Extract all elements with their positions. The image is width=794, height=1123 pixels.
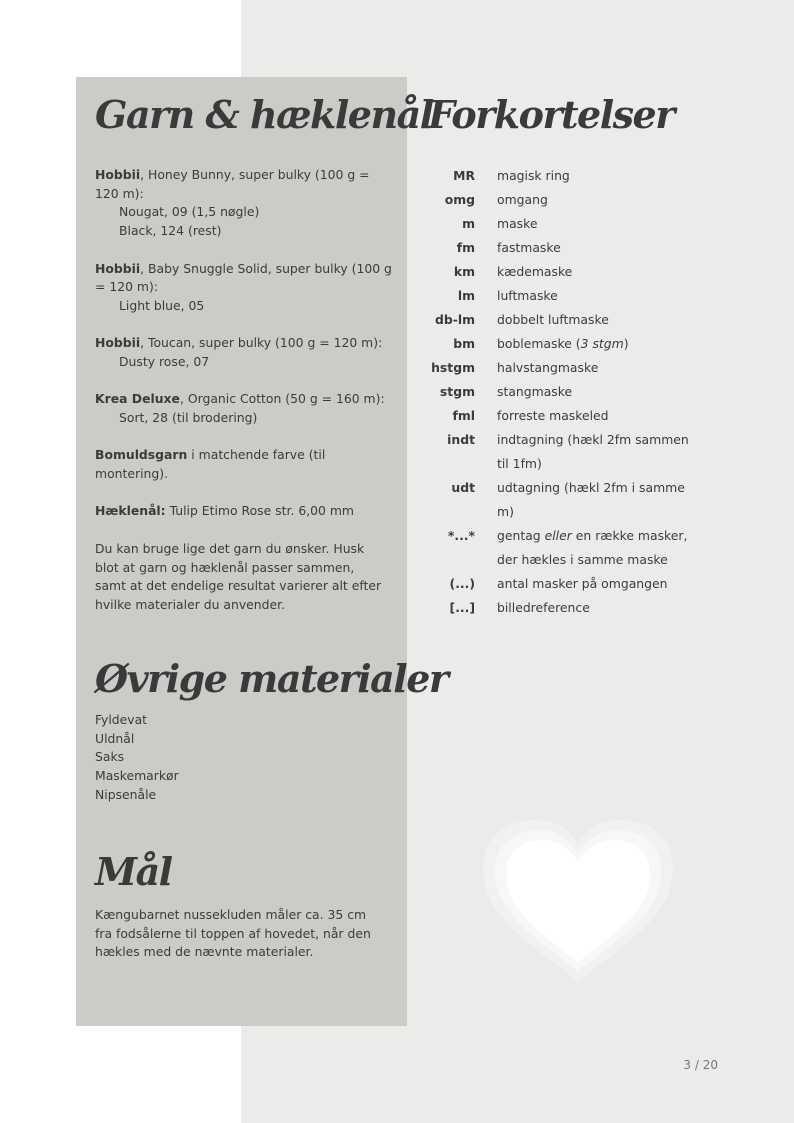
abbreviation-row	[420, 236, 697, 260]
yarn-color: Light blue, 05	[119, 297, 205, 313]
size-info	[95, 906, 380, 962]
abbr-value: magisk ring	[497, 168, 570, 183]
yarn-brand: Krea Deluxe	[95, 391, 180, 407]
yarn-desc: , Baby Snuggle Solid, super bulky (100 g = 120 m):	[95, 260, 392, 295]
abbreviation-row	[420, 404, 697, 428]
material-item: Nipsenåle	[95, 786, 157, 802]
abbreviation-row	[420, 308, 697, 332]
abbr-key: MR	[453, 168, 475, 183]
abbr-value: kædemaske	[497, 264, 573, 279]
cotton-brand: Bomuldsgarn	[95, 447, 188, 463]
yarn-brand: Hobbii	[95, 335, 141, 351]
yarn-item	[95, 260, 395, 297]
yarn-note	[95, 540, 387, 615]
abbr-value: omgang	[497, 192, 548, 207]
abbr-key: udt	[451, 480, 475, 495]
abbr-value: dobbelt luftmaske	[497, 312, 609, 327]
size-heading: Mål	[95, 849, 172, 894]
abbr-value: stangmaske	[497, 384, 573, 399]
cotton-item	[95, 446, 395, 483]
abbr-key: fml	[452, 408, 475, 423]
abbr-key: omg	[444, 192, 475, 207]
page-number: 3 / 20	[683, 1058, 718, 1072]
abbr-key: indt	[447, 432, 475, 447]
abbr-key: km	[453, 264, 475, 279]
yarn-desc: , Toucan, super bulky (100 g = 120 m):	[140, 335, 383, 351]
yarn-item	[95, 334, 395, 353]
yarn-brand: Hobbii	[95, 167, 141, 182]
abbr-value: fastmaske	[497, 240, 561, 255]
abbr-value: indtagning (hækl 2fm sammen til 1fm)	[497, 432, 689, 471]
abbr-key: stgm	[439, 384, 475, 399]
abbr-key: fm	[456, 240, 475, 255]
abbreviation-row	[420, 476, 697, 524]
cotton-desc: i matchende farve (til montering).	[95, 447, 326, 482]
size-text: Kængubarnet nussekluden måler ca. 35 cm fra fodsålerne til toppen af hovedet, når den hækles med de nævnte materialer.	[95, 907, 371, 960]
yarn-color: Nougat, 09 (1,5 nøgle)	[119, 204, 260, 220]
abbr-value: gentag eller en række masker, der hækles i samme maske	[497, 528, 688, 567]
yarn-desc: , Organic Cotton (50 g = 160 m):	[179, 391, 385, 407]
material-item: Fyldevat	[95, 712, 148, 727]
yarn-note-text: Du kan bruge lige det garn du ønsker. Husk blot at garn og hæklenål passer sammen, samt at det endelige resultat varierer alt efter hvilke materialer du anvender.	[95, 541, 382, 613]
abbr-value: billedreference	[497, 600, 590, 615]
material-item: Saks	[95, 749, 125, 765]
abbreviation-row	[420, 164, 697, 188]
hook-info	[95, 502, 395, 521]
abbr-key: bm	[453, 336, 475, 351]
other-materials-heading: Øvrige materialer	[95, 656, 448, 701]
abbr-value: maske	[497, 216, 538, 231]
abbr-key: [...]	[449, 600, 475, 615]
abbr-key: lm	[457, 288, 475, 303]
yarn-item	[95, 166, 395, 203]
abbr-value: forreste maskeled	[497, 408, 609, 423]
heart-icon	[478, 816, 678, 986]
material-item: Uldnål	[95, 730, 135, 746]
abbr-key: (...)	[449, 576, 475, 591]
abbreviations-table	[420, 164, 697, 620]
yarn-brand: Hobbii	[95, 260, 141, 276]
abbreviation-row	[420, 428, 697, 476]
abbreviation-row	[420, 380, 697, 404]
abbr-key: db-lm	[434, 312, 475, 327]
abbreviation-row	[420, 356, 697, 380]
yarn-list	[95, 166, 395, 484]
abbr-value: antal masker på omgangen	[497, 576, 668, 591]
yarn-item	[95, 390, 395, 409]
abbreviation-row	[420, 596, 697, 620]
yarn-color: Black, 124 (rest)	[119, 223, 222, 239]
material-item: Maskemarkør	[95, 768, 179, 784]
abbr-value: boblemaske (3 stgm)	[497, 336, 629, 351]
abbr-value: udtagning (hækl 2fm i samme m)	[497, 480, 685, 519]
abbr-key: m	[462, 216, 475, 231]
yarn-color: Dusty rose, 07	[119, 354, 210, 369]
yarn-color: Sort, 28 (til brodering)	[119, 410, 258, 426]
abbreviation-row	[420, 260, 697, 284]
abbreviations-heading: Forkortelser	[428, 92, 674, 137]
abbr-value: luftmaske	[497, 288, 558, 303]
abbr-key: hstgm	[431, 360, 475, 375]
abbr-key: *...*	[447, 528, 475, 543]
abbreviation-row	[420, 572, 697, 596]
yarn-heading: Garn & hæklenål	[95, 92, 433, 137]
abbreviation-row	[420, 524, 697, 572]
hook-label: Hæklenål:	[95, 503, 166, 518]
abbreviation-row	[420, 332, 697, 356]
abbr-value: halvstangmaske	[497, 360, 599, 375]
yarn-desc: , Honey Bunny, super bulky (100 g = 120 m):	[95, 167, 370, 201]
abbreviation-row	[420, 284, 697, 308]
other-materials-list	[95, 711, 395, 805]
abbreviation-row	[420, 212, 697, 236]
abbreviation-row	[420, 188, 697, 212]
hook-value: Tulip Etimo Rose str. 6,00 mm	[165, 503, 354, 518]
